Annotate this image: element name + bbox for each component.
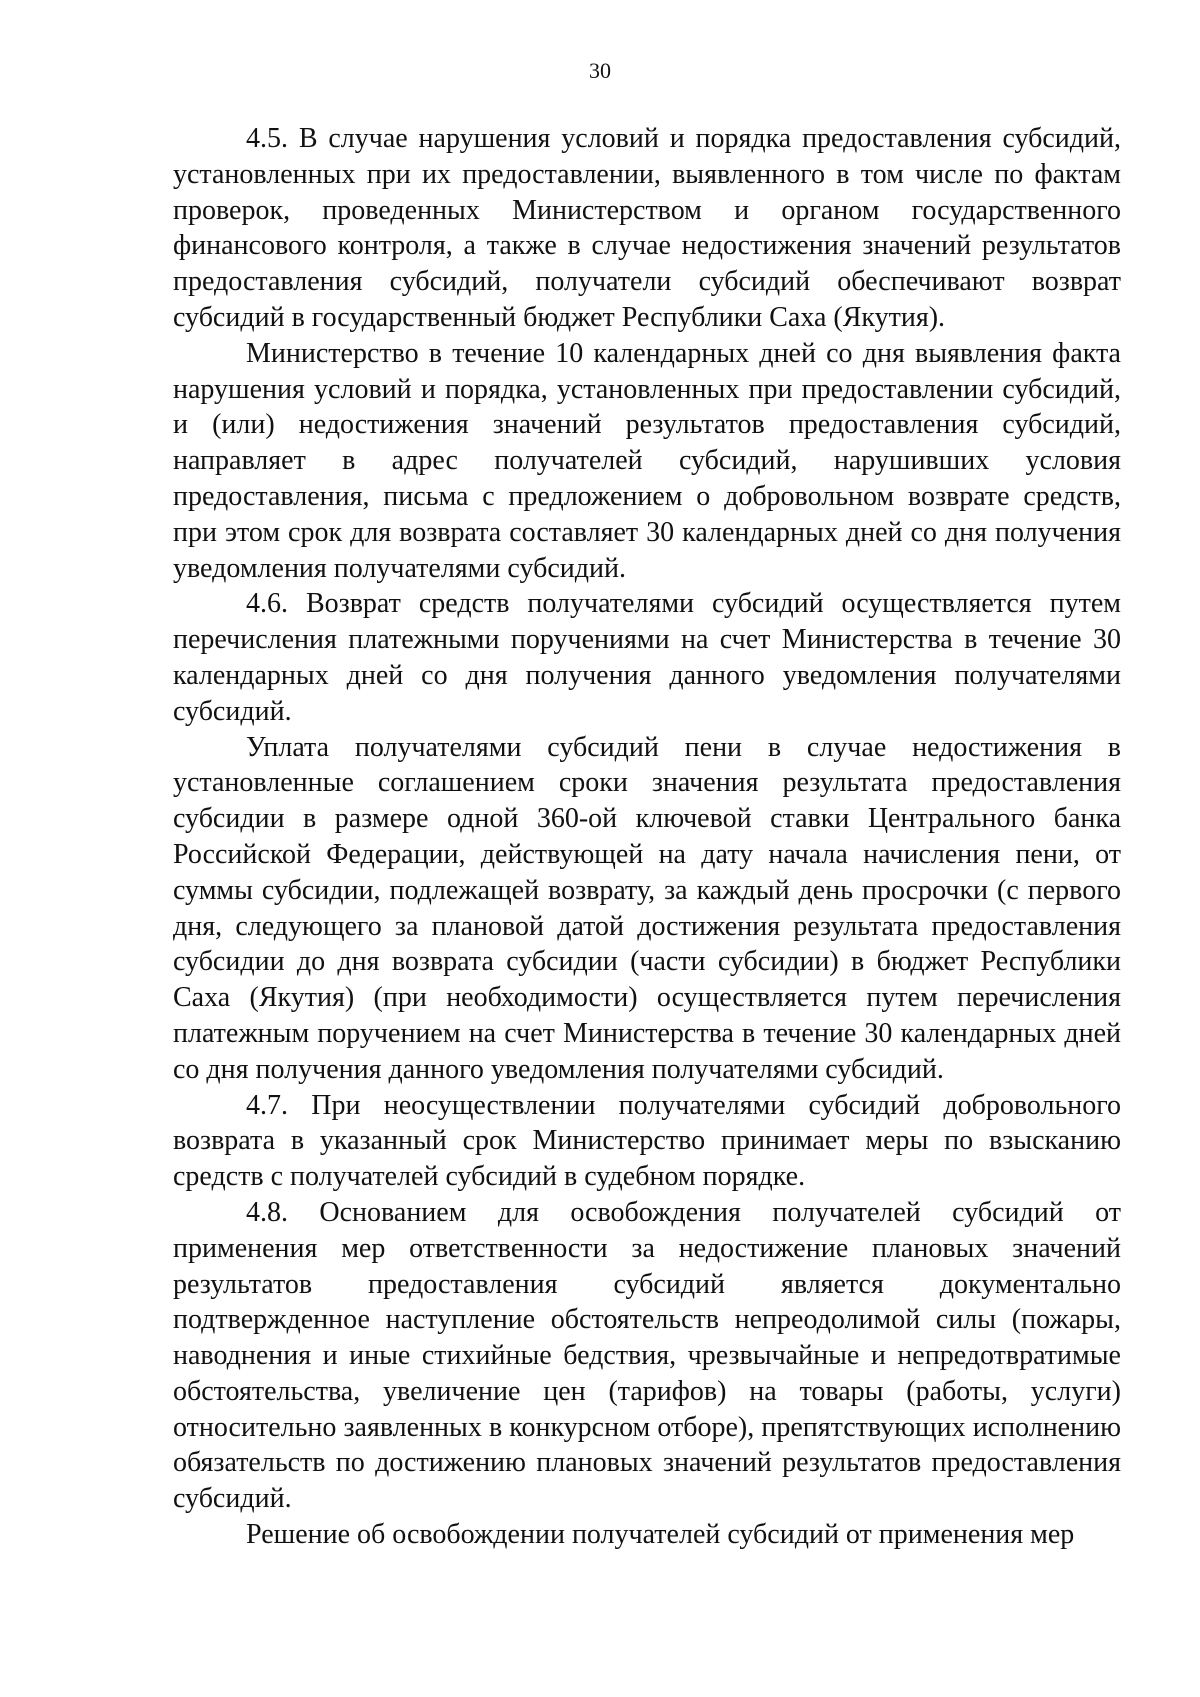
paragraph-4-5: 4.5. В случае нарушения условий и порядка предоставления субсидий, установленных при их предоставлении, выявленного в том числе по фактам проверок, проведенных Министерством и органом государственного финансового контроля, а также в случае недостижения значений результатов предоставления субсидий, получатели субсидий обеспечивают возврат субсидий в государственный бюджет Республики Саха (Якутия). xyxy=(173,123,1121,333)
paragraph-ministry-notice: Министерство в течение 10 календарных дней со дня выявления факта нарушения условий и порядка, установленных при предоставлении субсидий, и (или) недостижения значений результатов предоставления субсидий, направляет в адрес получателей субсидий, нарушивших условия предоставления, письма с предложением о добровольном возврате средств, при этом срок для возврата составляет 30 календарных дней со дня получения уведомления получателями субсидий. xyxy=(173,337,1121,584)
paragraph-4-6: 4.6. Возврат средств получателями субсидий осуществляется путем перечисления платежными поручениями на счет Министерства в течение 30 календарных дней со дня получения данного уведомления получателями субсидий. xyxy=(173,588,1121,727)
paragraph-exemption-decision: Решение об освобождении получателей субсидий от применения мер xyxy=(246,1519,1075,1551)
paragraph-4-7: 4.7. При неосуществлении получателями субсидий добровольного возврата в указанный срок Министерство принимает меры по взысканию средств с получателей субсидий в судебном порядке. xyxy=(173,1089,1121,1193)
paragraph-penalty-payment: Уплата получателями субсидий пени в случае недостижения в установленные соглашением сроки значения результата предоставления субсидии в размере одной 360-ой ключевой ставки Центрального банка Российской Федерации, действующей на дату начала начисления пени, от суммы субсидии, подлежащей возврату, за каждый день просрочки (с первого дня, следующего за плановой датой достижения результата предоставления субсидии до дня возврата субсидии (части субсидии) в бюджет Республики Саха (Якутия) (при необходимости) осуществляется путем перечисления платежным поручением на счет Министерства в течение 30 календарных дней со дня получения данного уведомления получателями субсидий. xyxy=(173,731,1121,1085)
document-body xyxy=(173,121,1121,1553)
page-number: 30 xyxy=(589,58,611,83)
paragraph-4-8: 4.8. Основанием для освобождения получателей субсидий от применения мер ответственности за недостижение плановых значений результатов предоставления субсидий является документально подтвержденное наступление обстоятельств непреодолимой силы (пожары, наводнения и иные стихийные бедствия, чрезвычайные и непредотвратимые обстоятельства, увеличение цен (тарифов) на товары (работы, услуги) относительно заявленных в конкурсном отборе), препятствующих исполнению обязательств по достижению плановых значений результатов предоставления субсидий. xyxy=(173,1196,1121,1515)
